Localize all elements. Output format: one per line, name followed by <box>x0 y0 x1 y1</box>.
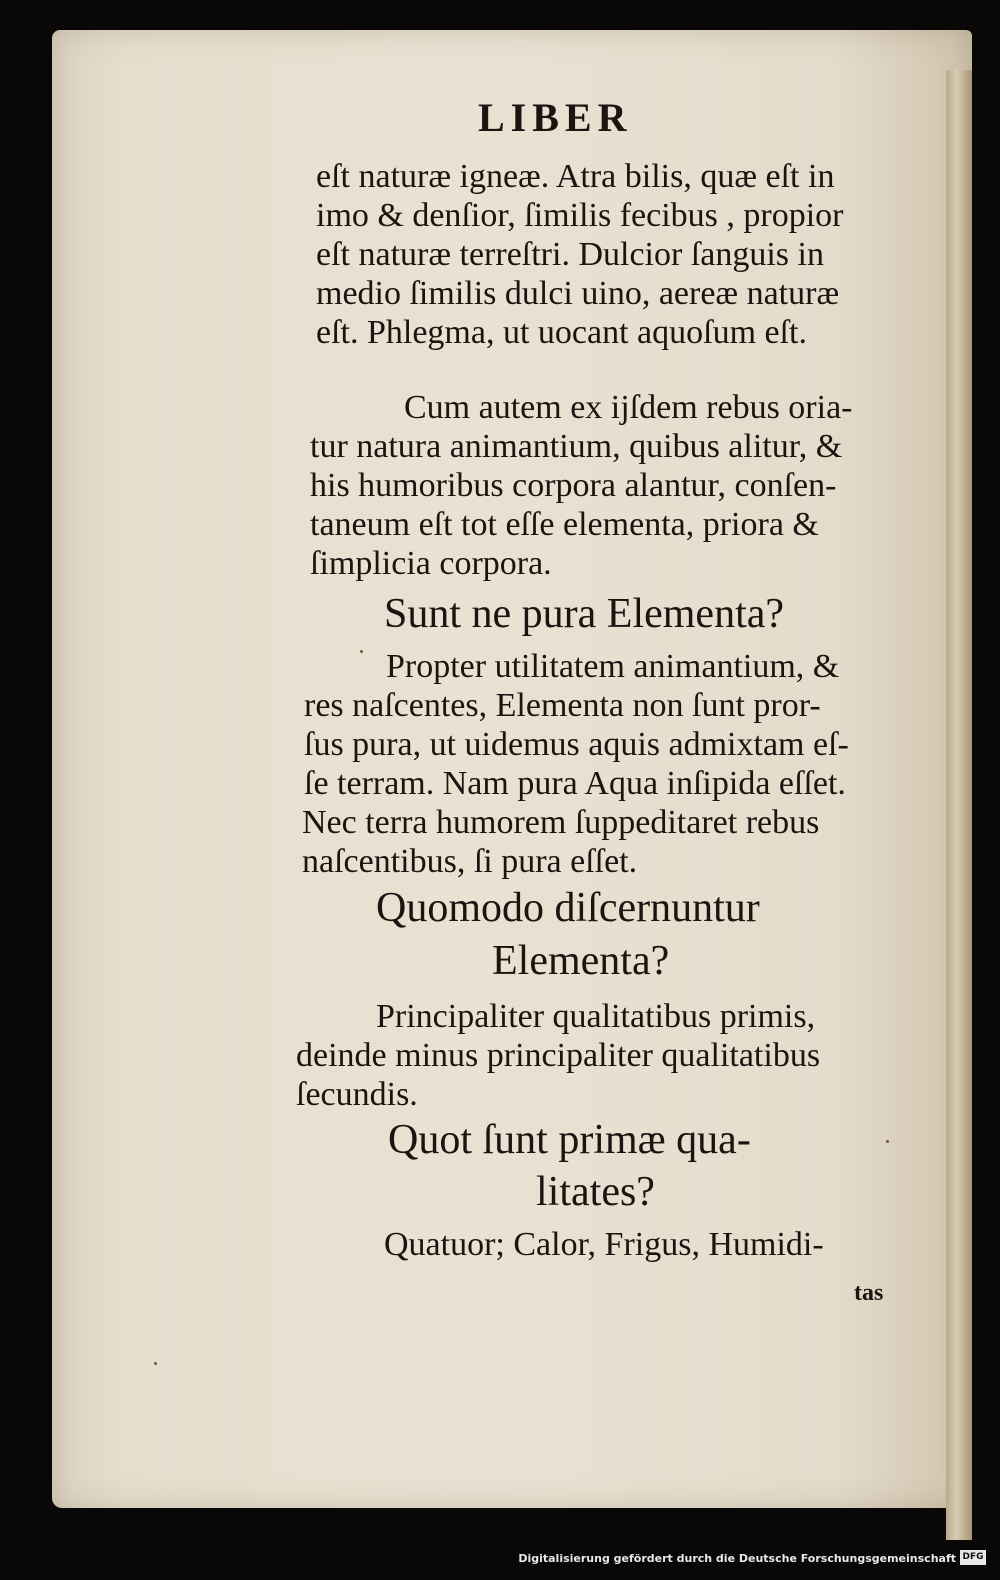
text-line: eſt naturæ terreſtri. Dulcior ſanguis in <box>316 236 824 273</box>
text-line: ſimplicia corpora. <box>310 545 552 582</box>
text-line: naſcentibus, ſi pura eſſet. <box>302 843 638 880</box>
text-line: medio ſimilis dulci uino, aereæ naturæ <box>316 275 840 312</box>
section-heading: Quot ſunt primæ qua- <box>388 1117 751 1163</box>
catchword: tas <box>854 1280 884 1306</box>
paper-speck <box>154 1362 157 1365</box>
text-line: deinde minus principaliter qualitatibus <box>296 1037 821 1074</box>
text-line: Nec terra humorem ſuppeditaret rebus <box>302 804 820 841</box>
text-line: Quatuor; Calor, Frigus, Humidi- <box>384 1226 824 1263</box>
text-line: ſus pura, ut uidemus aquis admixtam eſ- <box>304 726 849 763</box>
footer-credit: Digitalisierung gefördert durch die Deutsche Forschungsgemeinschaft <box>518 1552 956 1565</box>
text-line: Principaliter qualitatibus primis, <box>376 998 816 1035</box>
page-edge <box>946 70 972 1540</box>
text-line: eſt. Phlegma, ut uocant aquoſum eſt. <box>316 314 808 351</box>
text-line: res naſcentes, Elementa non ſunt pror- <box>304 687 821 724</box>
section-heading: litates? <box>536 1169 655 1215</box>
section-heading: Quomodo diſcernuntur <box>376 885 760 931</box>
section-heading: Elementa? <box>492 938 670 984</box>
text-line: ſecundis. <box>296 1076 418 1113</box>
paper-speck <box>360 650 363 653</box>
text-line: his humoribus corpora alantur, conſen- <box>310 467 837 504</box>
paper-speck <box>886 1140 889 1143</box>
text-line: imo & denſior, ſimilis fecibus , propior <box>316 197 844 234</box>
text-line: taneum eſt tot eſſe elementa, priora & <box>310 506 819 543</box>
text-line: ſe terram. Nam pura Aqua inſipida eſſet. <box>304 765 846 802</box>
text-line: Cum autem ex ijſdem rebus oria- <box>404 389 853 426</box>
text-line: Propter utilitatem animantium, & <box>386 648 840 685</box>
text-line: tur natura animantium, quibus alitur, & <box>310 428 843 465</box>
section-heading: Sunt ne pura Elementa? <box>384 591 785 637</box>
running-head: LIBER <box>478 95 633 140</box>
dfg-logo: DFG <box>960 1550 986 1565</box>
text-line: eſt naturæ igneæ. Atra bilis, quæ eſt in <box>316 158 835 195</box>
